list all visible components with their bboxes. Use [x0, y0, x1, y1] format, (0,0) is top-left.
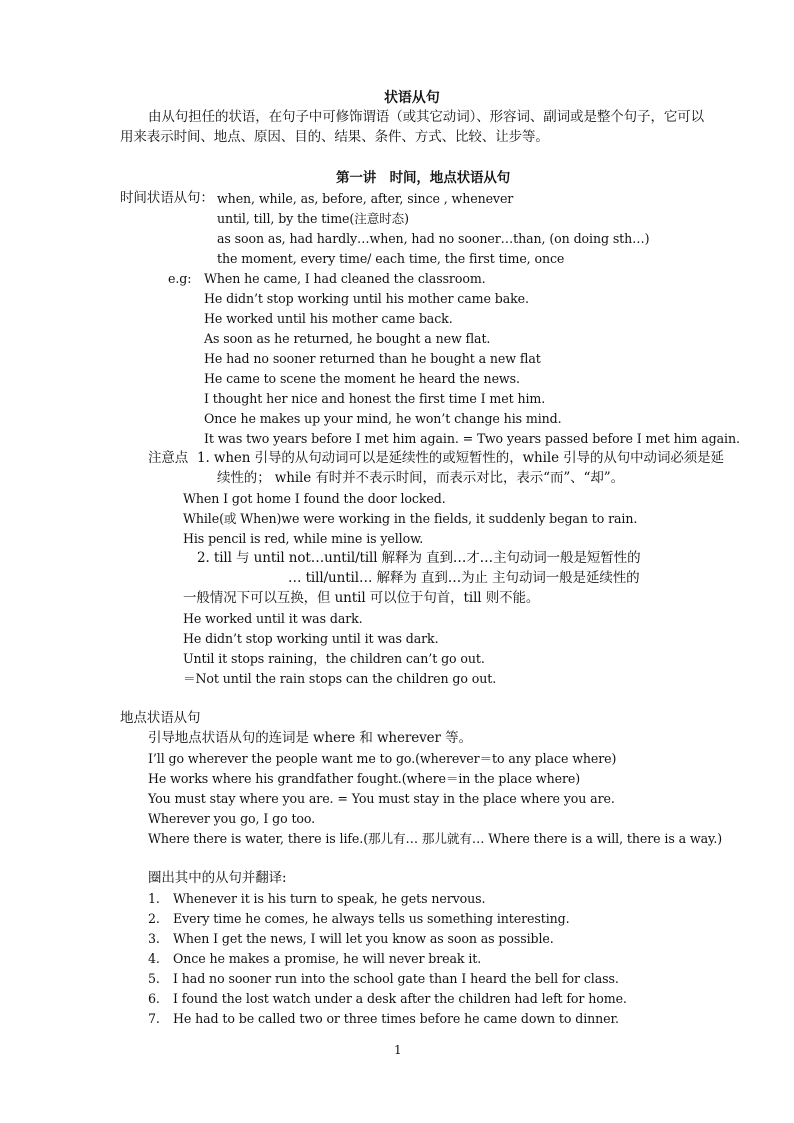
- note1-example: While(或 When)we were working in the fields, it suddenly began to rain.: [183, 511, 638, 526]
- note2-example: He worked until it was dark.: [183, 611, 363, 626]
- exercise-item: Every time he comes, he always tells us something interesting.: [173, 911, 570, 926]
- intro-line-1: 由从句担任的状语，在句子中可修饰谓语（或其它动词）、形容词、副词或是整个句子，它可以: [148, 109, 705, 125]
- example-sentence: When he came, I had cleaned the classroom.: [204, 271, 486, 286]
- note2-example: He didn’t stop working until it was dark.: [183, 631, 439, 646]
- time-clause-label: 时间状语从句：: [120, 190, 214, 206]
- example-sentence: I thought her nice and honest the first time I met him.: [204, 391, 546, 406]
- place-example: Wherever you go, I go too.: [148, 811, 316, 826]
- exercise-item: I had no sooner run into the school gate than I heard the bell for class.: [173, 971, 619, 986]
- conjunction-line: the moment, every time/ each time, the first time, once: [217, 251, 565, 266]
- exercise-item: When I get the news, I will let you know as soon as possible.: [173, 931, 554, 946]
- exercise-number: 3.: [148, 931, 160, 946]
- place-example: Where there is water, there is life.(那儿有… 那儿就有… Where there is a will, there is a way.): [148, 831, 723, 846]
- place-clause-intro: 引导地点状语从句的连词是 where 和 wherever 等。: [148, 730, 472, 746]
- place-clause-heading: 地点状语从句: [120, 710, 201, 726]
- exercise-number: 4.: [148, 951, 160, 966]
- lecture-title: 第一讲 时间，地点状语从句: [336, 170, 511, 186]
- note2-example: Until it stops raining，the children can’t go out.: [183, 651, 485, 666]
- exercise-heading: 圈出其中的从句并翻译:: [148, 870, 287, 886]
- example-sentence: Once he makes up your mind, he won’t change his mind.: [204, 411, 562, 426]
- note2-line-1: 2. till 与 until not…until/till 解释为 直到…才…主句动词一般是短暂性的: [197, 550, 641, 566]
- exercise-number: 2.: [148, 911, 160, 926]
- notes-label: 注意点: [148, 450, 189, 466]
- exercise-item: I found the lost watch under a desk after the children had left for home.: [173, 991, 627, 1006]
- conjunction-line: as soon as, had hardly…when, had no sooner…than, (on doing sth…): [217, 231, 650, 246]
- example-sentence: He had no sooner returned than he bought a new flat: [204, 351, 541, 366]
- exercise-item: Once he makes a promise, he will never break it.: [173, 951, 482, 966]
- exercise-number: 7.: [148, 1011, 160, 1026]
- note1-example: His pencil is red, while mine is yellow.: [183, 531, 424, 546]
- note1-example: When I got home I found the door locked.: [183, 491, 446, 506]
- place-example: I’ll go wherever the people want me to go.(wherever＝to any place where): [148, 751, 617, 766]
- example-sentence: He came to scene the moment he heard the news.: [204, 371, 520, 386]
- example-sentence: It was two years before I met him again. = Two years passed before I met him again.: [204, 431, 740, 446]
- intro-line-2: 用来表示时间、地点、原因、目的、结果、条件、方式、比较、让步等。: [120, 129, 549, 145]
- exercise-number: 6.: [148, 991, 160, 1006]
- exercise-item: He had to be called two or three times before he came down to dinner.: [173, 1011, 619, 1026]
- note2-line-3: 一般情况下可以互换，但 until 可以位于句首，till 则不能。: [183, 590, 540, 606]
- page-title: 状语从句: [384, 90, 440, 106]
- note2-example: ＝Not until the rain stops can the children go out.: [183, 671, 497, 686]
- conjunction-line: until, till, by the time(注意时态): [217, 211, 409, 226]
- exercise-number: 5.: [148, 971, 160, 986]
- example-sentence: He worked until his mother came back.: [204, 311, 453, 326]
- note1-line-1: 1. when 引导的从句动词可以是延续性的或短暂性的，while 引导的从句中动词必须是延: [197, 450, 724, 466]
- place-example: You must stay where you are. = You must stay in the place where you are.: [148, 791, 615, 806]
- page-number: 1: [394, 1043, 402, 1057]
- exercise-item: Whenever it is his turn to speak, he gets nervous.: [173, 891, 486, 906]
- place-example: He works where his grandfather fought.(where＝in the place where): [148, 771, 581, 786]
- example-sentence: He didn’t stop working until his mother came bake.: [204, 291, 529, 306]
- exercise-number: 1.: [148, 891, 160, 906]
- note1-line-2: 续性的； while 有时并不表示时间，而表示对比，表示“而”、“却”。: [217, 470, 624, 486]
- conjunction-line: when, while, as, before, after, since , whenever: [217, 191, 514, 206]
- eg-label: e.g:: [168, 271, 192, 286]
- note2-line-2: … till/until… 解释为 直到…为止 主句动词一般是延续性的: [288, 570, 640, 586]
- example-sentence: As soon as he returned, he bought a new flat.: [204, 331, 491, 346]
